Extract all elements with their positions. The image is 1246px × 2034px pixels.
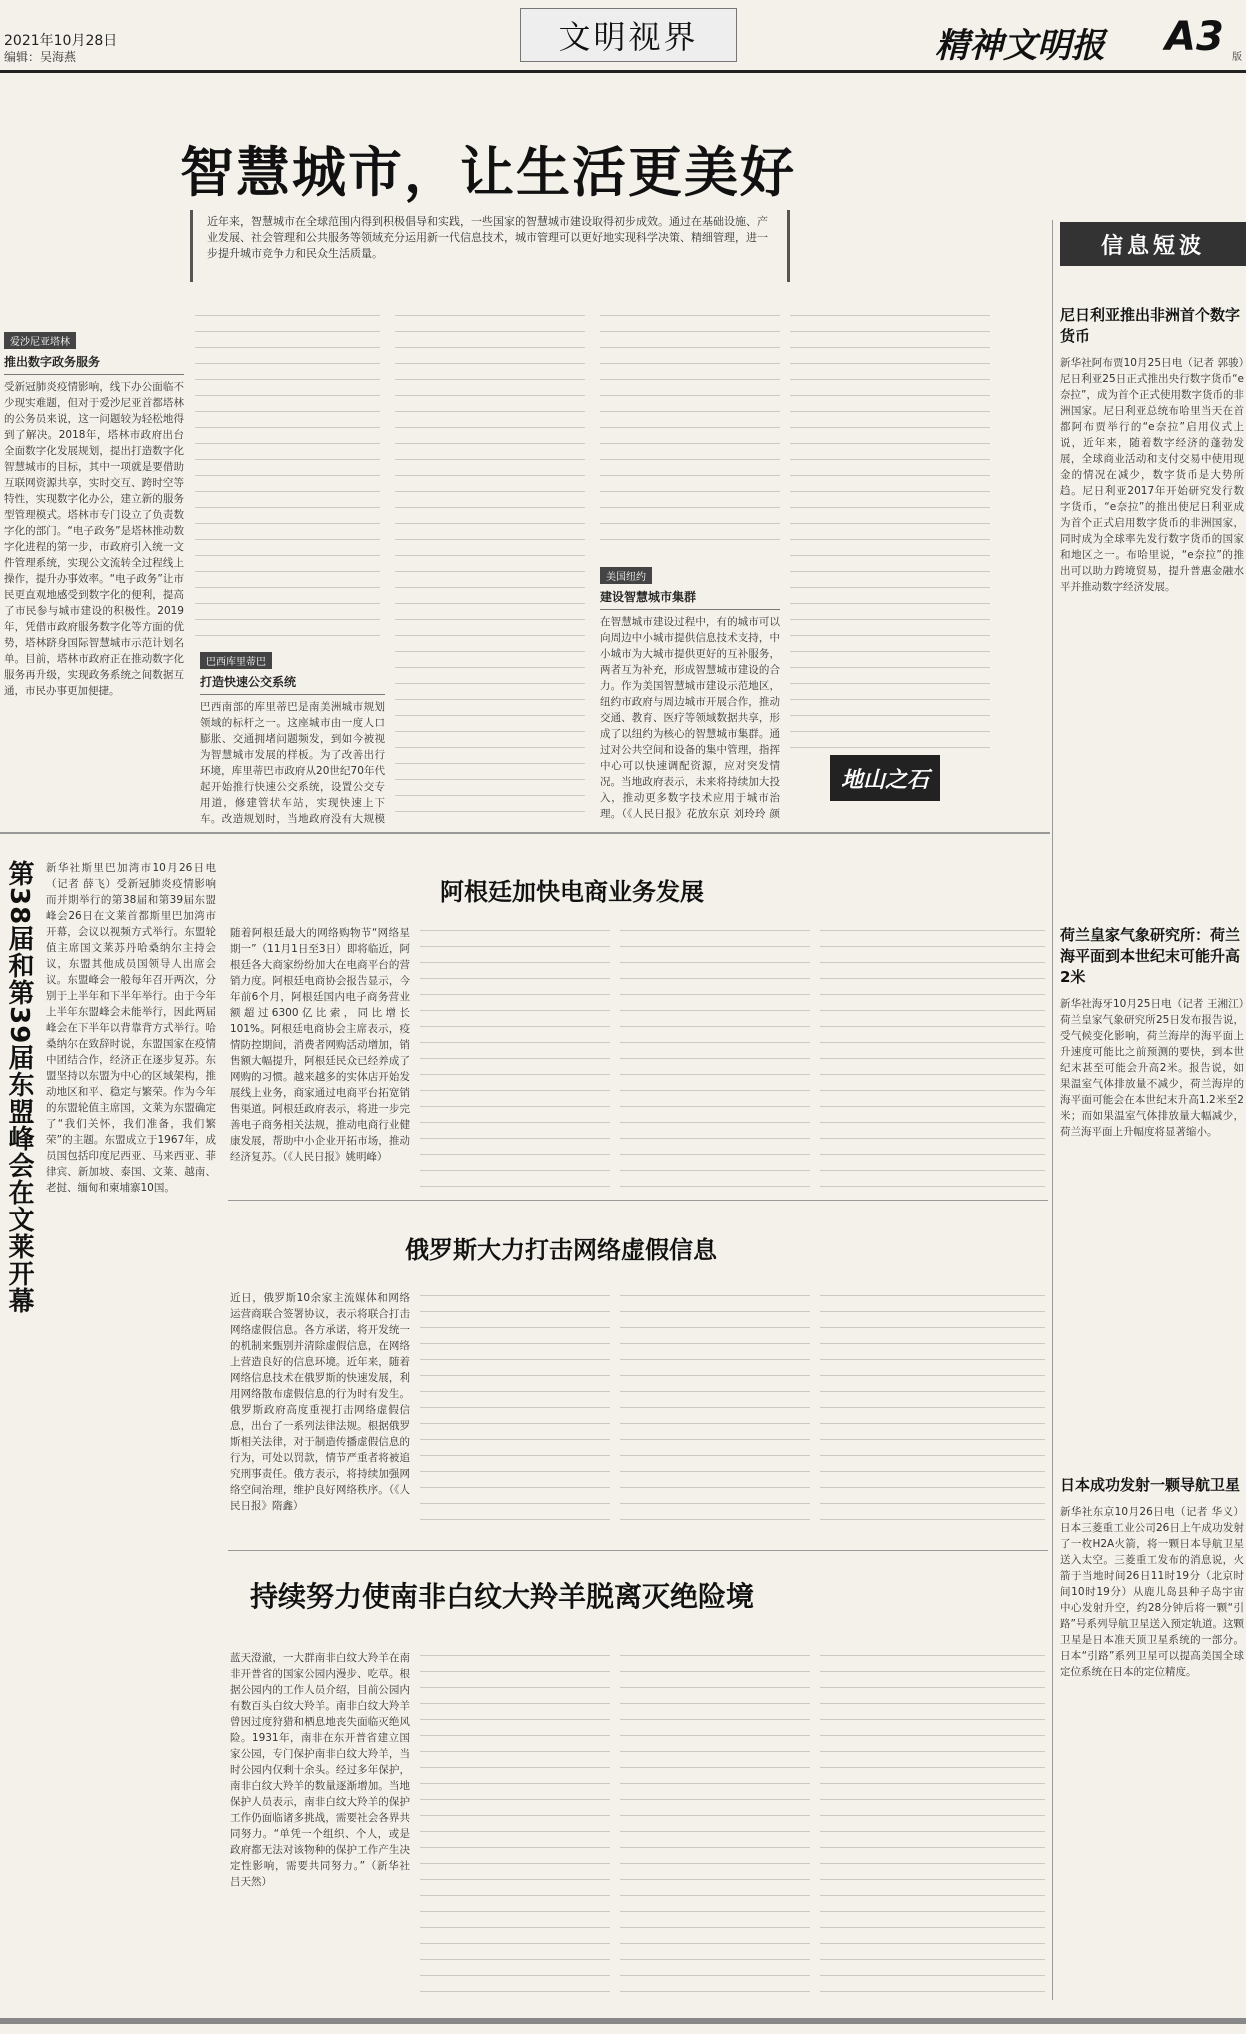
text-column xyxy=(820,1650,1045,1995)
asean-vertical-headline xyxy=(4,860,38,1330)
column-logo xyxy=(830,755,940,801)
brief-item xyxy=(1060,305,1244,865)
lead-section-tallinn xyxy=(4,330,184,820)
section-title: 打造快速公交系统 xyxy=(200,675,297,689)
section-title-text: 文明视界 xyxy=(558,18,699,56)
text-column xyxy=(620,1650,810,1995)
lead-intro: 近年来，智慧城市在全球范围内得到积极倡导和实践，一些国家的智慧城市建设取得初步成效。通过在基础设施、产业发展、社会管理和公共服务等领域充分运用新一代信息技术，城市管理可以更好地实现科学决策、精细管理，进一步提升城市竞争力和民众生活质量。 xyxy=(207,215,768,260)
text-column xyxy=(790,310,990,760)
text-column xyxy=(195,310,380,640)
text-column xyxy=(620,1290,810,1535)
section-tag: 爱沙尼亚塔林 xyxy=(4,332,76,349)
newspaper-logo: 精神文明报 xyxy=(935,26,1105,66)
section-title xyxy=(520,8,737,62)
briefs-divider xyxy=(1052,220,1053,2000)
masthead xyxy=(0,0,1246,78)
lead-headline: 智慧城市，让生活更美好 xyxy=(180,141,796,204)
brief-title: 尼日利亚推出非洲首个数字货币 xyxy=(1060,306,1241,345)
antelope-body: 蓝天澄澈，一大群南非白纹大羚羊在南非开普省的国家公园内漫步、吃草。根据公园内的工作人员介绍，目前公园内有数百头白纹大羚羊。南非白纹大羚羊曾因过度狩猎和栖息地丧失面临灭绝风险。1931年，南非在东开普省建立国家公园，专门保护南非白纹大羚羊，当时公园内仅剩十余头。经过多年保护，南非白纹大羚羊的数量逐渐增加。当地保护人员表示，南非白纹大羚羊的保护工作仍面临诸多挑战，需要社会各界共同努力。“单凭一个组织、个人，或是政府都无法对该物种的保护工作产生决定性影响，需要共同努力。”（新华社 吕天然） xyxy=(230,1652,410,1888)
lead-section-curitiba xyxy=(200,650,385,825)
lead-section-newyork xyxy=(600,565,780,825)
masthead-divider xyxy=(0,70,1246,73)
text-column xyxy=(420,1290,610,1535)
text-column xyxy=(420,1650,610,1995)
page-number: A3 xyxy=(1165,14,1224,60)
brief-item xyxy=(1060,925,1244,1410)
argentina-body: 随着阿根廷最大的网络购物节“网络星期一”（11月1日至3日）即将临近，阿根廷各大商家纷纷加大在电商平台的营销力度。阿根廷电商协会报告显示，今年前6个月，阿根廷国内电子商务营业额超过6300亿比索，同比增长101%。阿根廷电商协会主席表示，疫情防控期间，消费者网购活动增加，销售额大幅提升，阿根廷民众已经养成了网购的习惯。越来越多的实体店开始发展线上业务，商家通过电商平台拓宽销售渠道。阿根廷政府表示，将进一步完善电子商务相关法规，推动电商行业健康发展，帮助中小企业开拓市场，推动经济复苏。（《人民日报》姚明峰） xyxy=(230,927,410,1163)
issue-date: 2021年10月28日 xyxy=(4,33,118,49)
text-column xyxy=(620,925,810,1190)
text-column xyxy=(420,925,610,1190)
brief-body: 新华社东京10月26日电（记者 华义）日本三菱重工业公司26日上午成功发射了一枚H2A火箭，将一颗日本导航卫星送入太空。三菱重工发布的消息说，火箭于当地时间26日11时19分（北京时间10时19分）从鹿儿岛县种子岛宇宙中心发射升空，约28分钟后将一颗“引路”号系列导航卫星送入预定轨道。这颗卫星是日本准天顶卫星系统的一部分。日本“引路”系列卫星可以提高美国全球定位系统在日本的定位精度。 xyxy=(1060,1506,1244,1678)
section-title: 推出数字政务服务 xyxy=(4,355,101,369)
editor-credit: 编辑：吴海燕 xyxy=(4,50,77,64)
section-body: 受新冠肺炎疫情影响，线下办公面临不少现实难题，但对于爱沙尼亚首都塔林的公务员来说，这一问题较为轻松地得到了解决。2018年，塔林市政府出台全面数字化发展规划，提出打造数字化智慧城市的目标，其中一项就是要借助互联网资源共享，实时交互、跨时空等特性，实现数字化办公，建立新的服务型管理模式。塔林市专门设立了负责数字化的部门。“电子政务”是塔林推动数字化进程的第一步，市政府引入统一文件管理系统，实现公文流转全过程线上操作，提升办事效率。“电子政务”让市民更直观地感受到数字化的便利，提高了市民参与城市建设的积极性。2019年，凭借市政府服务数字化等方面的优势，塔林跻身国际智慧城市示范计划名单。目前，塔林市政府正在推动数字化服务再升级，实现政务系统之间数据互通，市民办事更加便捷。 xyxy=(4,381,184,697)
page-suffix: 版 xyxy=(1232,52,1242,63)
text-column xyxy=(820,1290,1045,1535)
section-body: 巴西南部的库里蒂巴是南美洲城市规划领域的标杆之一。这座城市由一度人口膨胀、交通拥堵问题频发，到如今被视为智慧城市发展的样板。为了改善出行环境，库里蒂巴市政府从20世纪70年代起开始推行快速公交系统，设置公交专用道，修建管状车站，实现快速上下车。改造规划时，当地政府没有大规模 xyxy=(200,701,385,825)
briefs-header-text: 信息短波 xyxy=(1100,233,1205,259)
section-body: 在智慧城市建设过程中，有的城市可以向周边中小城市提供信息技术支持，中小城市为大城市提供更好的互补服务，两者互为补充，形成智慧城市建设的合力。作为美国智慧城市建设示范地区，纽约市政府与周边城市开展合作，推动交通、教育、医疗等领域数据共享，形成了以纽约为核心的智慧城市集群。通过对公共空间和设备的集中管理，指挥中心可以快速调配资源，应对突发情况。当地政府表示，未来将持续加大投入，推动更多数字技术应用于城市治理。（《人民日报》花放东京 刘玲玲 颜 xyxy=(600,616,780,820)
brief-title: 荷兰皇家气象研究所：荷兰海平面到本世纪末可能升高2米 xyxy=(1060,926,1241,986)
text-column xyxy=(395,310,585,815)
section-tag: 美国纽约 xyxy=(600,567,652,584)
divider xyxy=(228,1200,1048,1201)
argentina-headline: 阿根廷加快电商业务发展 xyxy=(440,878,704,906)
footer-divider xyxy=(0,2018,1246,2024)
russia-headline: 俄罗斯大力打击网络虚假信息 xyxy=(405,1236,717,1264)
brief-title: 日本成功发射一颗导航卫星 xyxy=(1060,1476,1241,1494)
brief-body: 新华社海牙10月25日电（记者 王湘江）荷兰皇家气象研究所25日发布报告说，受气候变化影响，荷兰海岸的海平面上升速度可能比之前预测的要快，到本世纪末甚至可能会升高2米。报告说，如果温室气体排放量不减少，荷兰海岸的海平面可能会在本世纪末升高1.2米至2米；而如果温室气体排放量大幅减少，荷兰海平面上升幅度将显著缩小。 xyxy=(1060,998,1244,1138)
brief-item xyxy=(1060,1475,1244,2005)
column-logo-text: 地山之石 xyxy=(840,767,929,793)
brief-body: 新华社阿布贾10月25日电（记者 郭骏）尼日利亚25日正式推出央行数字货币“e奈拉”，成为首个正式使用数字货币的非洲国家。尼日利亚总统布哈里当天在首都阿布贾举行的“e奈拉”启用仪式上说，近年来，随着数字经济的蓬勃发展，全球商业活动和支付交易中使用现金的情况在减少，数字货币是大势所趋。尼日利亚2017年开始研究发行数字货币，“e奈拉”的推出使尼日利亚成为首个正式启用数字货币的非洲国家，同时成为全球率先发行数字货币的国家和地区之一。布哈里说，“e奈拉”的推出可以助力跨境贸易，提升普惠金融水平并推动数字经济发展。 xyxy=(1060,357,1244,593)
divider xyxy=(0,832,1050,834)
section-title: 建设智慧城市集群 xyxy=(600,590,697,604)
text-column xyxy=(600,310,780,555)
divider xyxy=(228,1550,1048,1551)
antelope-headline: 持续努力使南非白纹大羚羊脱离灭绝险境 xyxy=(250,1580,755,1613)
section-tag: 巴西库里蒂巴 xyxy=(200,652,272,669)
asean-body: 新华社斯里巴加湾市10月26日电（记者 薛飞）受新冠肺炎疫情影响而并期举行的第38届和第39届东盟峰会26日在文莱首都斯里巴加湾市开幕，会议以视频方式举行。东盟轮值主席国文莱苏丹哈桑纳尔主持会议，东盟其他成员国领导人出席会议。东盟峰会一般每年召开两次，分别于上半年和下半年举行。由于今年上半年东盟峰会未能举行，因此两届峰会在下半年以背靠背方式举行。哈桑纳尔在致辞时说，东盟国家在疫情中团结合作，经济正在逐步复苏。东盟坚持以东盟为中心的区域架构，推动地区和平、稳定与繁荣。作为今年的东盟轮值主席国，文莱为东盟确定了“我们关怀，我们准备，我们繁荣”的主题。东盟成立于1967年，成员国包括印度尼西亚、马来西亚、菲律宾、新加坡、泰国、文莱、越南、老挝、缅甸和柬埔寨10国。 xyxy=(46,862,216,1194)
lead-intro-box xyxy=(190,210,790,282)
asean-headline-text: 第38届和第39届东盟峰会在文莱开幕 xyxy=(4,860,34,1315)
text-column xyxy=(820,925,1045,1190)
russia-body: 近日，俄罗斯10余家主流媒体和网络运营商联合签署协议，表示将联合打击网络虚假信息。各方承诺，将开发统一的机制来甄别并清除虚假信息，在网络上营造良好的信息环境。近年来，随着网络信息技术在俄罗斯的快速发展，利用网络散布虚假信息的行为时有发生。俄罗斯政府高度重视打击网络虚假信息，出台了一系列法律法规。根据俄罗斯相关法律，对于制造传播虚假信息的行为，可处以罚款，情节严重者将被追究刑事责任。俄方表示，将持续加强网络空间治理，维护良好网络秩序。（《人民日报》隋鑫） xyxy=(230,1292,410,1512)
briefs-header xyxy=(1060,222,1246,266)
